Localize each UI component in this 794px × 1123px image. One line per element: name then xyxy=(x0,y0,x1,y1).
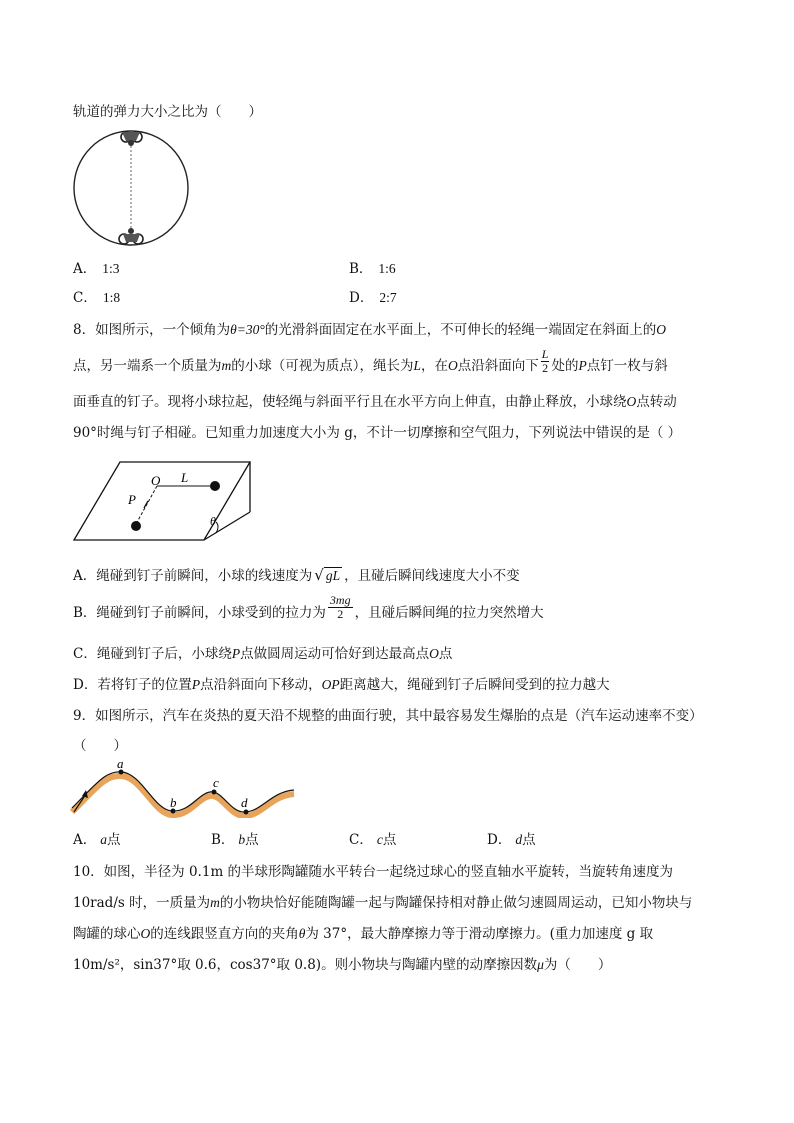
label-a: a xyxy=(117,760,124,771)
q8-option-c: C．绳碰到钉子后，小球绕P点做圆周运动可恰好到达最高点O点 xyxy=(73,646,453,662)
label-d: d xyxy=(241,795,248,810)
label-L: L xyxy=(181,470,189,485)
q7-option-b: B． 1:6 xyxy=(349,261,396,277)
label-P: P xyxy=(128,492,136,507)
q9-option-d: D． d点 xyxy=(487,832,536,848)
label-b: b xyxy=(170,795,177,810)
point-d xyxy=(244,810,249,815)
top-motorcycle-icon xyxy=(121,132,142,146)
label-c: c xyxy=(213,775,219,790)
q9-road-figure xyxy=(66,760,302,818)
fraction-l-over-2: $\frac{L}{2}$ xyxy=(541,347,549,375)
bottom-motorcycle-icon xyxy=(119,228,143,244)
q8-stem-line3: 面垂直的钉子。现将小球拉起，使轻绳与斜面平行且在水平方向上伸直，由静止释放，小球绕O点转动 xyxy=(73,394,677,410)
q7-loop-track-figure xyxy=(70,126,192,248)
sqrt-gL: √ gL xyxy=(314,566,341,584)
point-c xyxy=(212,790,217,795)
q9-stem-line2: （ ） xyxy=(73,738,127,754)
label-theta: θ xyxy=(210,514,216,528)
q9-stem-line1: 9．如图所示，汽车在炎热的夏天沿不规整的曲面行驶，其中最容易发生爆胎的点是（汽车运动速率不变） xyxy=(73,708,703,724)
q7-option-a: A． 1:3 xyxy=(73,261,120,277)
ball-bottom xyxy=(131,521,141,531)
ball-start xyxy=(210,481,220,491)
q10-stem-line4: 10m/s²，sin37°取 0.6，cos37°取 0.8)。则小物块与陶罐内壁的动摩擦因数μ为（ ） xyxy=(73,957,612,973)
q8-stem-line2: 点，另一端系一个质量为m的小球（可视为质点），绳长为L，在O点沿斜面向下 $\frac{L}{2}$ 处的P点钉一枚与斜 xyxy=(73,347,668,375)
rope-dashed xyxy=(136,486,157,524)
q8-option-b: B．绳碰到钉子前瞬间，小球受到的拉力为 $\frac{3mg}{2}$ ，且碰后瞬间绳的拉力突然增大 xyxy=(73,593,544,621)
q10-stem-line3: 陶罐的球心O的连线跟竖直方向的夹角θ为 37°，最大静摩擦力等于滑动摩擦力。(重力加速度 g 取 xyxy=(73,926,654,942)
road-curve-fill xyxy=(72,776,294,816)
label-O: O xyxy=(151,473,161,488)
q8-incline-figure xyxy=(70,456,260,542)
q8-option-a: A．绳碰到钉子前瞬间，小球的线速度为 √ gL ，且碰后瞬间线速度大小不变 xyxy=(73,566,520,584)
q8-option-d: D．若将钉子的位置P点沿斜面向下移动，OP距离越大，绳碰到钉子后瞬间受到的拉力越大 xyxy=(73,677,610,693)
q8-stem-line1: 8．如图所示，一个倾角为θ=30°的光滑斜面固定在水平面上，不可伸长的轻绳一端固定在斜面上的O xyxy=(73,322,666,338)
nail-marker xyxy=(144,501,148,508)
q7-option-c: C． 1:8 xyxy=(73,290,121,306)
fraction-3mg-over-2: $\frac{3mg}{2}$ xyxy=(329,593,351,621)
q10-stem-line2: 10rad/s 时，一质量为m的小物块恰好能随陶罐一起与陶罐保持相对静止做匀速圆周运动，已知小物块与 xyxy=(73,895,693,911)
q9-option-a: A． a点 xyxy=(73,832,121,848)
q7-option-d: D． 2:7 xyxy=(349,290,397,306)
q9-option-b: B． b点 xyxy=(211,832,259,848)
q10-stem-line1: 10．如图，半径为 0.1m 的半球形陶罐随水平转台一起绕过球心的竖直轴水平旋转，当旋转角速度为 xyxy=(73,864,674,880)
q7-stem-tail: 轨道的弹力大小之比为（ ） xyxy=(73,104,262,120)
q8-stem-line4: 90°时绳与钉子相碰。已知重力加速度大小为 g，不计一切摩擦和空气阻力，下列说法中错误的是（ ） xyxy=(73,425,682,441)
q9-option-c: C． c点 xyxy=(349,832,397,848)
